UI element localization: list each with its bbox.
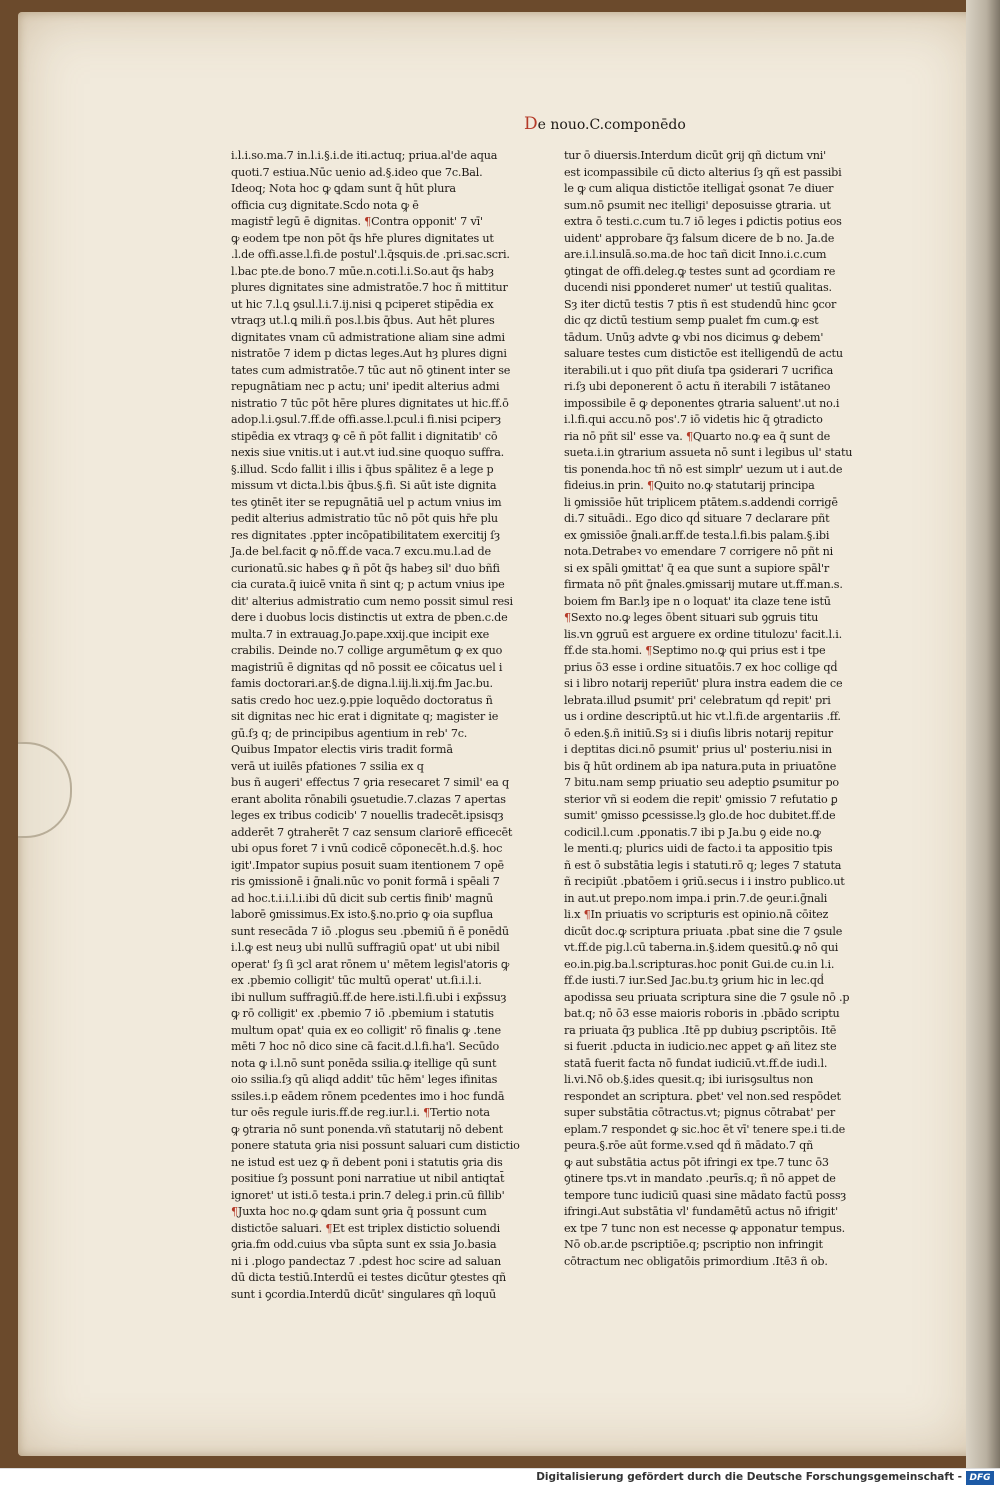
right-column-line: li.x ¶In priuatis vo scripturis est opinio.nā cōitez [564, 908, 829, 921]
right-column-line: uident' approbare q̄ȝ falsum dicere de b no. Ja.de [564, 231, 835, 245]
left-column-line: stipēdia ex vtraqȝ ꝙ cē ñ pōt fallit i dignitatib' cō [231, 429, 498, 443]
left-column-line: nexis siue vnitis.ut i aut.vt iud.sine quoquo suffra. [231, 446, 505, 459]
left-column-line: bus ñ augeri' effectus 7 ꝯria resecaret 7 simil' ea q [231, 776, 509, 789]
left-column-line: ꝙ rō colligit' ex .pbemio 7 iō .pbemium i statutis [231, 1007, 494, 1020]
paragraph-mark-icon: ¶ [646, 479, 654, 492]
left-column-line: gū.ſȝ q; de principibus agentium in reb' 7c. [231, 726, 468, 740]
right-column-line: dic qz dictū testium semp ꝑualet fm cum.ꝙ est [564, 314, 819, 327]
dfg-logo-icon: DFG [966, 1471, 994, 1485]
right-column-line: impossibile ē ꝙ deponentes ꝯtraria saluent'.ut no.i [564, 396, 840, 410]
right-column-line: super substātia cōtractus.vt; pignus cōtrabat' per [564, 1106, 836, 1119]
right-column-line: ex ꝯmissiōe ḡnali.ar.ff.de testa.l.fi.bis palam.§.ibi [564, 528, 830, 542]
left-column-line: plures dignitates sine admistratōe.7 hoc ñ mittitur [231, 281, 508, 294]
right-column-line: iterabili.ut i quo pñt diuſa tpa ꝯsiderari 7 ucrifica [564, 363, 834, 377]
left-column-line: ex .pbemio colligit' tūc multū operat' ut.ſi.i.l.i. [231, 974, 482, 987]
left-column-line: nistratōe 7 idem p dictas leges.Aut hȝ plures digni [231, 347, 507, 360]
right-column-line: sueta.i.in ꝯtrarium assueta nō sunt i legibus ul' statu [564, 446, 853, 459]
right-text-column [564, 148, 864, 1268]
left-column-line: vtraqȝ ut.l.ꝗ mili.ñ pos.l.bis q̄bus. Aut hēt plures [231, 314, 495, 327]
right-column-line: are.i.l.insulā.so.ma.de hoc tañ dicit Inno.i.c.cum [564, 248, 827, 261]
right-column-line: nota.Detrabeꝛ vo emendare 7 corrigere nō pñt ni [564, 545, 833, 558]
left-column-line: distictōe saluari. ¶Et est triplex distictio soluendi [231, 1221, 500, 1235]
left-column-line: res dignitates .ppter incōpatibilitatem exercitij ſȝ [231, 528, 500, 542]
right-column-line: vt.ff.de pig.l.cū taberna.in.§.idem quesitū.ꝙ nō qui [564, 941, 839, 954]
left-column-line: Ja.de bel.facit ꝙ nō.ff.de vaca.7 excu.mu.l.ad de [231, 545, 491, 558]
right-column-line: est icompassibile cū dicto alterius ſȝ qñ est passibi [564, 165, 842, 179]
left-column-line: officia cuȝ dignitate.Scḋo nota ꝙ ē [231, 198, 419, 212]
right-column-line: ri.ſȝ ubi deponerent ō actu ñ iterabili 7 istātaneo [564, 380, 831, 393]
left-column-line: operat' ſȝ ſi ȝcl arat rōnem u' mētem legisl'atoris ꝙ [231, 957, 510, 971]
right-column-line: i.l.fi.qui accu.nō pos'.7 iō videtis hic q̄ ꝯtradicto [564, 413, 823, 426]
left-column-line: ibi nullum suffragiū.ff.de here.isti.l.fi.ubi i exp̄ssuȝ [231, 990, 507, 1004]
right-column-line: tempore tunc iudiciū quasi sine mādato factū possȝ [564, 1188, 847, 1202]
running-head [524, 114, 684, 138]
left-column-line: i.l.i.so.ma.7 in.l.i.§.i.de iti.actuq; priua.al'de aqua [231, 149, 498, 162]
left-column-line: cia curata.q̄ iuicē vnita ñ sint q; p actum vnius ipe [231, 578, 505, 591]
left-column-line: sunt i ꝯcordia.Interdū dicūt' singulares qñ loquū [231, 1287, 496, 1301]
left-column-line: l.bac pte.de bono.7 mūe.n.coti.l.i.So.aut q̄s habȝ [231, 264, 494, 278]
left-column-line: nota ꝙ i.l.nō sunt ponēda ssilia.ꝙ itellige qū sunt [231, 1056, 497, 1070]
left-column-line: laborē ꝯmissimus.Ex isto.§.no.prio ꝙ oia supflua [231, 908, 493, 921]
right-column-line: codicil.l.cum .ꝑponatis.7 ibi p Ja.bu ꝯ eide no.ꝙ [564, 825, 821, 839]
right-column-line: ducendi nisi ꝑponderet numer' ut testiū qualitas. [564, 281, 832, 294]
paragraph-mark-icon: ¶ [325, 1221, 333, 1235]
paragraph-mark-icon: ¶ [645, 644, 653, 657]
left-column-line: repugnātiam nec p actu; uni' ipedit alterius admi [231, 380, 500, 393]
left-column-line: adderēt 7 ꝯtraherēt 7 caz sensum clariorē efficecēt [231, 825, 513, 839]
right-column-line: li.vi.Nō ob.§.ides quesit.q; ibi iurisꝯsultus non [564, 1073, 814, 1086]
right-column-line: cōtractum nec obligatōis primordium .Itē3 ñ ob. [564, 1254, 828, 1268]
left-column-line: famis doctorari.ar.§.de digna.l.iij.li.xij.fm Jac.bu. [231, 677, 493, 690]
left-column-line: nistratio 7 tūc pōt hēre plures dignitates ut hic.ff.ō [231, 396, 509, 410]
left-column-line: sunt resecāda 7 iō .plogus seu .pbemiū ñ ē ponēdū [231, 924, 509, 938]
right-column-line: ō eden.§.ñ initiū.Sȝ si i diuſis libris notarij repitur [564, 726, 833, 740]
running-head-initial: D [524, 114, 538, 134]
right-column-line: tādum. Unūȝ advte ꝙ vbi nos dicimus ꝙ debem' [564, 330, 824, 344]
right-column-line: 7 bitu.nam semp priuatio seu adeptio ꝑsumitur po [564, 776, 839, 789]
right-column-line: apodissa seu priuata scriptura sine die 7 ꝯsule nō .p [564, 990, 850, 1004]
right-column-line: si fuerit .pducta in iudicio.nec appet ꝙ añ litez ste [564, 1040, 837, 1053]
left-column-line: satis credo hoc uez.ꝯ.ppie loquēdo doctoratus ñ [231, 693, 493, 707]
left-column-line: ignoret' ut isti.ō testa.i prin.7 deleg.i prin.cū fillib' [231, 1188, 505, 1202]
left-column-line: .l.de offi.asse.l.fi.de postul'.l.q̄squis.de .pri.sac.scri. [231, 248, 510, 261]
right-column-line: si i libro notarij reperiūt' plura instra eadem die ce [564, 677, 843, 690]
right-column-line: sterior vñ si eodem die repit' ꝯmissio 7 refutatio ꝑ [564, 792, 838, 806]
left-column-line: quoti.7 estiua.Nūc uenio ad.§.ideo que 7c.Bal. [231, 165, 483, 179]
right-column-line: ꝙ aut substātia actus pōt ifringi ex tpe.7 tunc ō3 [564, 1155, 829, 1169]
left-column-line: dū dicta testiū.Interdū ei testes dicūtur ꝯtestes qñ [231, 1271, 507, 1284]
left-column-line: dignitates vnam cū admistratione aliam sine admi [231, 330, 505, 344]
right-column-line: bis q̄ hūt ordinem ab ipa natura.puta in priuatōne [564, 759, 837, 773]
left-column-line: multum opat' quia ex eo colligit' rō finalis ꝙ .tene [231, 1023, 501, 1037]
right-column-line: ra priuata q̄ȝ publica .Itē pp dubiuȝ ꝑscriptōis. Itē [564, 1023, 837, 1037]
footer-bar [0, 1468, 1000, 1488]
left-text-column [231, 148, 549, 1301]
right-column-line: sum.nō ꝑsumit nec itelligi' deposuisse ꝯtraria. ut [564, 198, 831, 212]
right-column-line: i deptitas dici.nō ꝑsumit' prius ul' posteriu.nisi in [564, 743, 832, 756]
left-column-line: crabilis. Deinde no.7 collige argumētum ꝙ ex quo [231, 644, 503, 657]
left-column-line: dere i duobus locis distinctis ut extra de pben.c.de [231, 611, 508, 624]
right-column-line: ifringi.Aut substātia vl' fundamētū actus nō ifrigit' [564, 1205, 838, 1218]
left-column-line: ne istud est uez ꝙ ñ debent poni i statutis ꝯria dis [231, 1155, 503, 1169]
right-column-line: boiem fm Bar.lȝ ipe n o loquat' ita claze tene istū [564, 594, 831, 608]
left-column-line: adop.l.i.ꝯsul.7.ff.de offi.asse.l.pcul.i fi.nisi pciperȝ [231, 413, 501, 426]
left-column-line: dit' alterius admistratio cum nemo possit simul resi [231, 594, 513, 608]
right-column-line: dicūt doc.ꝙ scriptura priuata .pbat sine die 7 ꝯsule [564, 924, 843, 938]
left-column-line: ꝯria.fm odd.cuius vba sūpta sunt ex ssia Jo.basia [231, 1238, 497, 1251]
right-column-line: bat.q; nō ō3 esse maioris roboris in .pbādo scriptu [564, 1007, 840, 1020]
right-column-line: ꝯtingat de offi.deleg.ꝙ testes sunt ad ꝯcordiam re [564, 264, 836, 278]
right-column-line: lis.vn ꝯgruū est arguere ex ordine titulozu' facit.l.i. [564, 627, 843, 641]
right-column-line: tis ponenda.hoc tñ nō est simplr' uezum ut i aut.de [564, 462, 843, 476]
right-column-line: le ꝙ cum aliqua distictōe itelligaṫ ꝯsonat 7e diuer [564, 182, 834, 195]
left-column-line: ni i .plogo pandectaz 7 .pdest hoc scire ad saluan [231, 1254, 501, 1268]
right-column-line: li ꝯmissiōe hūt triplicem ptātem.s.addendi corrigē [564, 495, 838, 509]
left-column-line: tes ꝯtinēt iter se repugnātiā uel p actum vnius im [231, 495, 502, 509]
left-column-line: curionatū.sic habes ꝙ ñ pōt q̄s habeȝ sil' duo bñfi [231, 561, 500, 575]
right-column-line: ria nō pñt sil' esse va. ¶Quarto no.ꝙ ea q̄ sunt de [564, 429, 831, 443]
right-column-line: si ex spāli ꝯmittat' q̄ ea que sunt a supiore spāl'r [564, 561, 830, 575]
right-column-line: eo.in.pig.ba.l.scripturas.hoc ponit Gui.de cu.in l.i. [564, 957, 835, 971]
left-column-line: tates cum admistratōe.7 tūc aut nō ꝯtinent inter se [231, 363, 511, 377]
paragraph-mark-icon: ¶ [364, 215, 372, 228]
page-clasp-mark [18, 742, 72, 838]
right-column-line: fideius.in prin. ¶Quito no.ꝙ statutarij principa [564, 479, 815, 492]
right-column-line: statā fuerit facta nō fundat iudiciū.vt.ff.de iudi.l. [564, 1056, 828, 1070]
right-column-line: ff.de sta.homi. ¶Septimo no.ꝙ qui prius est i tpe [564, 644, 826, 657]
left-column-line: sit dignitas nec hic erat i dignitate q; magister ie [231, 710, 499, 723]
running-head-text: e nouo.C.componēdo [537, 117, 686, 133]
left-column-line: pedit alterius admistratio tūc nō pōt quis hr̄e plu [231, 512, 498, 525]
left-column-line: i.l.ꝙ est neuȝ ubi nullū suffragiū opat' ut ubi nibil [231, 941, 500, 954]
left-column-line: ꝙ ꝯtraria nō sunt ponenda.vñ statutarij nō debent [231, 1122, 503, 1136]
left-column-line: ad hoc.t.i.i.l.i.ibi dū dicit sub certis finib' magnū [231, 891, 493, 905]
left-column-line: positiue ſȝ possunt poni narratiue ut nibil antiqtat̄ [231, 1172, 505, 1185]
right-column-line: firmata nō pñt ḡnales.ꝯmissarij mutare ut.ff.man.s. [564, 578, 843, 591]
paragraph-mark-icon: ¶ [685, 429, 693, 443]
left-column-line: ubi opus foret 7 i vnū codicē cōponecēt.h.d.§. hoc [231, 842, 503, 855]
right-column-line: prius ō3 esse i ordine situatōis.7 ex hoc collige qḋ [564, 660, 838, 674]
left-column-line: §.illud. Scḋo fallit i illis i q̄bus spālitez ē a lege p [231, 462, 494, 476]
footer-funding-text: Digitalisierung gefördert durch die Deutsche Forschungsgemeinschaft - [536, 1471, 962, 1483]
left-column-line: ꝙ eodem tpe non pōt q̄s hr̄e plures dignitates ut [231, 231, 494, 245]
left-column-line: ris ꝯmissionē i ḡnali.nūc vo ponit formā i spēali 7 [231, 875, 500, 888]
paragraph-mark-icon: ¶ [423, 1106, 431, 1119]
left-column-line: Ideoq; Nota hoc ꝙ ꝗdam sunt q̄ hūt plura [231, 182, 456, 195]
right-column-line: in aut.ut prepo.nom impa.i prin.7.de ꝯeur.i.ḡnali [564, 891, 828, 905]
right-column-line: respondet an scriptura. ꝑbet' vel non.sed respōdet [564, 1089, 841, 1103]
left-column-line: erant abolita rōnabili ꝯsuetudie.7.clazas 7 apertas [231, 792, 506, 806]
left-column-line: ssiles.i.p eādem rōnem pcedentes imo i hoc fundā [231, 1089, 505, 1103]
left-column-line: magistriū ē dignitas qḋ nō possit ee cōicatus uel i [231, 660, 503, 674]
paragraph-mark-icon: ¶ [231, 1205, 238, 1218]
right-column-line: tur ō diuersis.Interdum dicūt ꝯrij qñ dictum vni' [564, 149, 827, 162]
right-column-line: ñ est ō substātia legis i statuti.rō q; leges 7 statuta [564, 858, 842, 872]
right-column-line: Nō ob.ar.de pscriptiōe.q; pscriptio non infringit [564, 1238, 823, 1251]
left-column-line: oio ssilia.ſȝ qū aliqd addit' tūc hēm' leges ifinitas [231, 1073, 498, 1086]
right-column-line: saluare testes cum distictōe est itelligendū de actu [564, 347, 843, 360]
paragraph-mark-icon: ¶ [564, 611, 571, 624]
left-column-line: leges ex tribus codicib' 7 nouellis tradecēt.ipsisqȝ [231, 809, 504, 822]
left-column-line: missum vt dicta.l.bis q̄bus.§.fi. Si aūt iste dignita [231, 479, 497, 492]
right-column-line: extra ō testi.c.cum tu.7 iō leges i ꝑdictis potius eos [564, 215, 842, 228]
right-column-line: ff.de iusti.7 iur.Sed Jac.bu.tȝ ꝯrium hic in lec.qḋ [564, 974, 824, 987]
left-column-line: verā ut iuilēs pfationes 7 ssilia ex q [231, 759, 424, 773]
right-column-line: le menti.q; plurics uidi de facto.i ta appositio tpis [564, 842, 833, 855]
right-column-line: us i ordine descriptū.ut hic vt.l.fi.de argentariis .ff. [564, 710, 841, 723]
left-column-line: mēti 7 hoc nō dico sine cā facit.d.l.fi.ha'l. Secūdo [231, 1040, 500, 1053]
right-column-line: ¶Sexto no.ꝙ leges ōbent situari sub ꝯgruis titu [564, 611, 819, 624]
left-column-line: multa.7 in extrauag.Jo.pape.xxij.que incipit exe [231, 627, 490, 641]
right-column-line: eplam.7 respondet ꝙ sic.hoc ēt vī' tenere spe.i ti.de [564, 1122, 846, 1136]
right-column-line: sumit' ꝯmisso ꝑcessisse.lȝ glo.de hoc dubitet.ff.de [564, 809, 836, 822]
right-column-line: di.7 situādi.. Ego dico qḋ situare 7 declarare pñt [564, 512, 830, 525]
right-column-line: peura.§.rōe aūt forme.v.sed qḋ ñ mādato.7 qñ [564, 1139, 814, 1152]
right-column-line: ex tpe 7 tunc non est necesse ꝙ apponatur tempus. [564, 1221, 845, 1235]
left-column-line: ponere statuta ꝯria nisi possunt saluari cum distictio [231, 1139, 520, 1152]
right-column-line: ꝯtinere tps.vt in mandato .peurīs.q; ñ nō appet de [564, 1172, 836, 1185]
binding-edge [966, 0, 1000, 1468]
left-column-line: Quibus Impator electis viris tradit formā [231, 743, 453, 756]
right-column-line: Sȝ iter dictū testis 7 ptis ñ est studendū hinc ꝯcor [564, 297, 837, 311]
paragraph-mark-icon: ¶ [583, 908, 591, 921]
left-column-line: igit'.Impator supius posuit suam itentionem 7 opē [231, 858, 504, 872]
left-column-line: magistr̄ legū ē dignitas. ¶Contra opponit' 7 vī' [231, 215, 483, 228]
left-column-line: ¶Juxta hoc no.ꝙ ꝗdam sunt ꝯria q̄ possunt cum [231, 1205, 487, 1218]
left-column-line: ut hic 7.l.ꝗ ꝯsul.l.i.7.ij.nisi ꝗ pciperet stipēdia ex [231, 297, 494, 311]
left-column-line: tur oēs regule iuris.ff.de reg.iur.l.i. ¶Tertio nota [231, 1106, 490, 1119]
right-column-line: ñ recipiūt .pbatōem i ꝯriū.secus i i instro publico.ut [564, 875, 845, 888]
right-column-line: lebrata.illud ꝑsumit' pri' celebratum qḋ repit' pri [564, 693, 831, 707]
